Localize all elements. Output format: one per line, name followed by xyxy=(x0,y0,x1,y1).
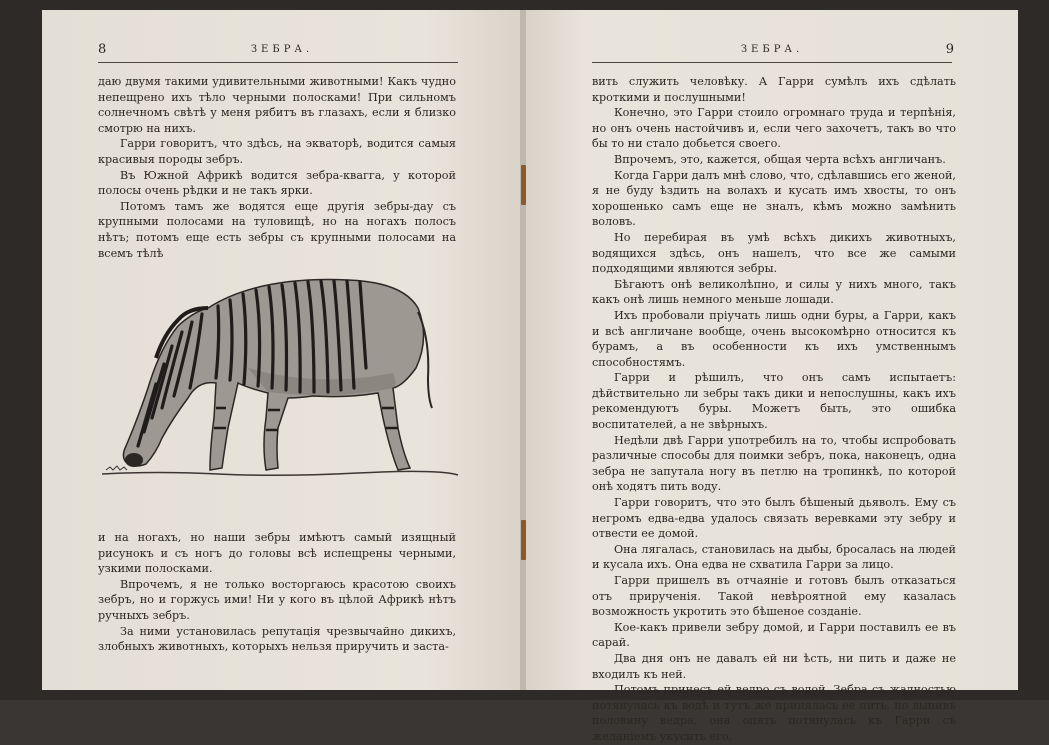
paragraph: Ихъ пробовали пріучать лишь одни буры, а Гарри, какъ и всѣ англичане вообще, очень высокомѣрно относится къ бурамъ, а въ особенности къ ихъ умственнымъ способностямъ. xyxy=(592,308,956,369)
left-page-number: 8 xyxy=(98,42,107,57)
paragraph: Гарри говоритъ, что это былъ бѣшеный дьяволъ. Ему съ негромъ едва-едва удалось связать веревками эту зебру и отвести ее домой. xyxy=(592,496,956,541)
paragraph: и на ногахъ, но наши зебры имѣютъ самый изящный рисунокъ и съ ногъ до головы всѣ испещрены черными, узкими полосками. xyxy=(98,531,456,576)
right-page-number: 9 xyxy=(945,42,954,57)
paragraph: Гарри говоритъ, что здѣсь, на экваторѣ, водится самыя красивыя породы зебръ. xyxy=(98,137,456,166)
paragraph: Потомъ принесъ ей ведро съ водой. Зебра съ жадностью потянулась къ водѣ и тутъ же принялась ее пить, но выпивъ половину ведра, она опять потянулась къ Гарри съ желаніемъ укусить его. xyxy=(592,683,956,743)
paragraph: Два дня онъ не давалъ ей ни ѣсть, ни пить и даже не входилъ къ ней. xyxy=(592,651,956,681)
right-running-head: ЗЕБРА. xyxy=(740,44,804,55)
paragraph: Бѣгаютъ онѣ великолѣпно, и силы у нихъ много, такъ какъ онѣ лишь немного меньше лошади. xyxy=(592,277,956,307)
paragraph: даю двумя такими удивительными животными! Какъ чудно непещрено ихъ тѣло черными полосками! При сильномъ солнечномъ свѣтѣ у меня рябитъ въ глазахъ, если я близко смотрю на нихъ. xyxy=(98,75,456,135)
right-page-header xyxy=(526,42,1018,62)
right-header-rule xyxy=(592,62,952,63)
left-page xyxy=(42,10,522,690)
right-page xyxy=(526,10,1018,743)
paragraph: Въ Южной Африкѣ водится зебра-квагга, у которой полосы очень рѣдки и не такъ ярки. xyxy=(98,168,456,198)
paragraph: вить служить человѣку. А Гарри сумѣлъ ихъ сдѣлать кроткими и послушными! xyxy=(592,75,956,104)
paragraph: Но перебирая въ умѣ всѣхъ дикихъ животныхъ, водящихся здѣсь, онъ нашелъ, что все же самыми подходящими являются зебры. xyxy=(592,230,956,276)
paragraph: Конечно, это Гарри стоило огромнаго труда и терпѣнія, но онъ очень настойчивъ и, если чего захочетъ, такъ во что бы то ни стало добьется своего. xyxy=(592,106,956,151)
left-bottom-text xyxy=(98,530,456,655)
paragraph: Она лягалась, становилась на дыбы, бросалась на людей и кусала ихъ. Она едва не схватила Гарри за лицо. xyxy=(592,542,956,572)
paragraph: Потомъ тамъ же водятся еще другія зебры-дау съ крупными полосами на туловищѣ, но на ногахъ полосъ нѣтъ; потомъ еще есть зебры съ крупными полосами на всемъ тѣлѣ xyxy=(98,199,456,260)
left-top-text xyxy=(98,74,456,261)
paragraph: Когда Гарри далъ мнѣ слово, что, сдѣлавшись его женой, я не буду ѣздить на волахъ и кусать имъ хвосты, то онъ хорошенько самъ еще не зналъ, кѣмъ можно замѣнить воловъ. xyxy=(592,168,956,229)
paragraph: Недѣли двѣ Гарри употребилъ на то, чтобы испробовать различные способы для поимки зебръ, пока, наконецъ, одна зебра не запутала ногу въ петлю на тропинкѣ, по которой онѣ ходятъ пить воду. xyxy=(592,433,956,494)
left-header-rule xyxy=(98,62,458,63)
left-page-header xyxy=(42,42,522,62)
right-text xyxy=(592,74,956,745)
paragraph: Впрочемъ, я не только восторгаюсь красотою своихъ зебръ, но и горжусь ими! Ни у кого въ цѣлой Африкѣ нѣтъ ручныхъ зебръ. xyxy=(98,577,456,622)
zebra-illustration xyxy=(98,268,460,490)
paragraph: Гарри и рѣшилъ, что онъ самъ испытаетъ: дѣйствительно ли зебры такъ дики и непослушны, какъ ихъ рекомендуютъ буры. Можетъ быть, это ошибка воспитателей, а не звѣрныхъ. xyxy=(592,371,956,432)
paragraph: Впрочемъ, это, кажется, общая черта всѣхъ англичанъ. xyxy=(614,152,946,166)
left-running-head: ЗЕБРА. xyxy=(250,44,314,55)
paragraph: За ними установилась репутація чрезвычайно дикихъ, злобныхъ животныхъ, которыхъ нельзя приручить и заста- xyxy=(98,624,456,654)
paragraph: Кое-какъ привели зебру домой, и Гарри поставилъ ее въ сарай. xyxy=(592,620,956,650)
paragraph: Гарри пришелъ въ отчаяніе и готовъ былъ отказаться отъ прирученія. Такой невѣроятной ему казалась возможность укротить это бѣшеное созданіе. xyxy=(592,574,956,619)
